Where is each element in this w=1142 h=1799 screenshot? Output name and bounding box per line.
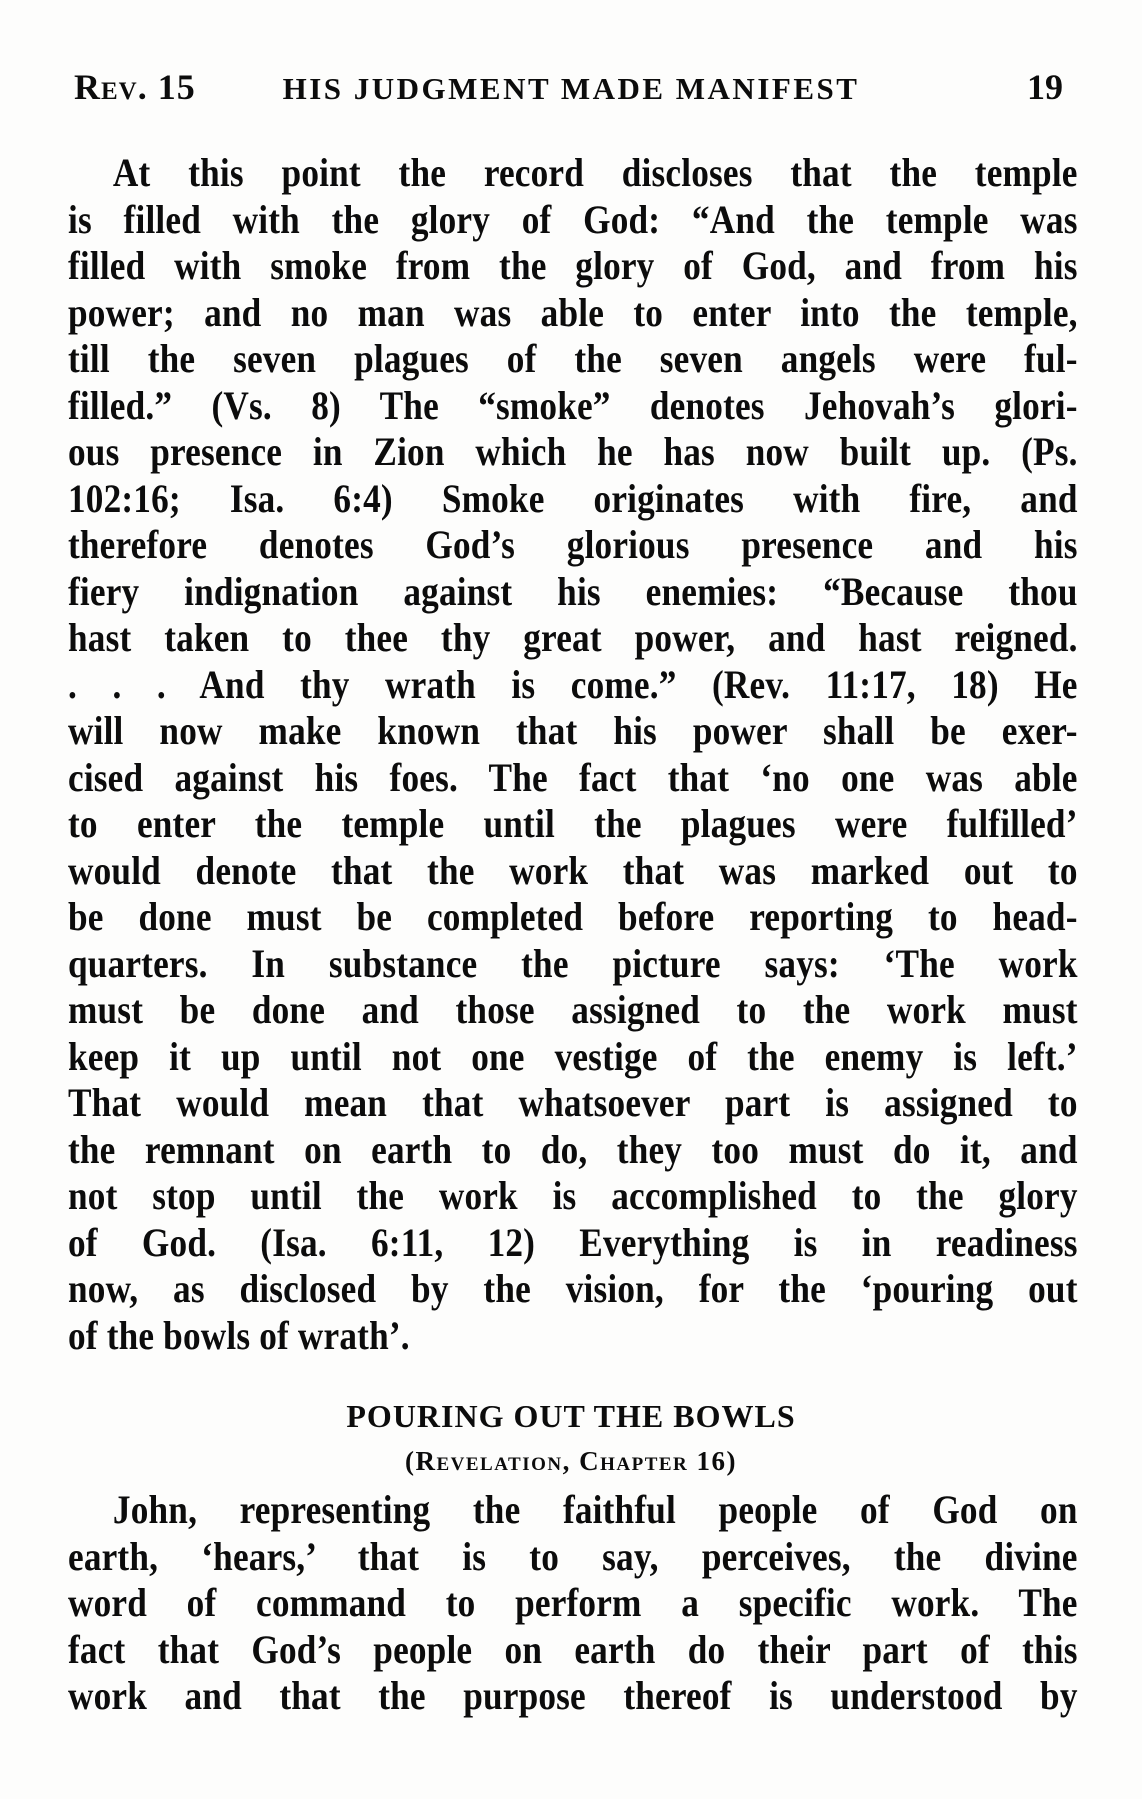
text-line: work and that the purpose thereof is understood by [68,1673,1078,1718]
text-line: At this point the record discloses that the temple [112,150,1078,195]
running-head-chapter: Rev. 15 [74,67,196,107]
paragraph-2 [68,1487,1078,1720]
text-line: That would mean that whatsoever part is assigned to [68,1080,1078,1125]
text-line: filled with smoke from the glory of God, and from his [68,243,1078,288]
text-line: now, as disclosed by the vision, for the ‘pouring out [68,1266,1078,1311]
text-line: till the seven plagues of the seven angels were ful- [68,336,1078,381]
text-line: earth, ‘hears,’ that is to say, perceives, the divine [68,1533,1078,1579]
text-line: the remnant on earth to do, they too must do it, and [68,1126,1078,1172]
text-line: word of command to perform a specific work. The [68,1580,1078,1625]
text-line: of the bowls of wrath’. [68,1312,410,1358]
text-line: of God. (Isa. 6:11, 12) Everything is in readiness [68,1219,1078,1265]
text-line: 102:16; Isa. 6:4) Smoke originates with fire, and [68,475,1078,521]
text-line: not stop until the work is accomplished to the glory [68,1173,1078,1218]
text-line: ous presence in Zion which he has now built up. (Ps. [68,429,1078,474]
text-line: must be done and those assigned to the work must [68,987,1078,1032]
paragraph-1 [68,150,1078,1359]
section-heading: POURING OUT THE BOWLS [346,1398,796,1434]
text-line: quarters. In substance the picture says: ‘The work [68,940,1078,986]
text-line: therefore denotes God’s glorious presence and his [68,522,1078,567]
text-line: hast taken to thee thy great power, and hast reigned. [68,615,1078,660]
text-line: will now make known that his power shall be exer- [68,708,1078,753]
text-line: is filled with the glory of God: “And the temple was [68,196,1078,242]
page-number: 19 [1027,67,1063,107]
text-line: fact that God’s people on earth do their part of this [68,1626,1078,1672]
text-line: . . . And thy wrath is come.” (Rev. 11:17, 18) He [68,661,1078,707]
text-line: cised against his foes. The fact that ‘no one was able [68,754,1078,800]
running-head-title: HIS JUDGMENT MADE MANIFEST [282,71,860,106]
text-line: to enter the temple until the plagues were fulfilled’ [68,801,1078,846]
text-line: John, representing the faithful people of God on [112,1487,1078,1532]
text-line: power; and no man was able to enter into the temple, [68,289,1078,335]
text-line: keep it up until not one vestige of the enemy is left.’ [68,1033,1078,1079]
text-line: would denote that the work that was marked out to [68,847,1078,893]
text-line: filled.” (Vs. 8) The “smoke” denotes Jehovah’s glori- [68,382,1078,428]
section-subheading: (Revelation, Chapter 16) [404,1446,738,1476]
text-line: fiery indignation against his enemies: “Because thou [68,568,1078,614]
text-line: be done must be completed before reporting to head- [68,894,1078,939]
